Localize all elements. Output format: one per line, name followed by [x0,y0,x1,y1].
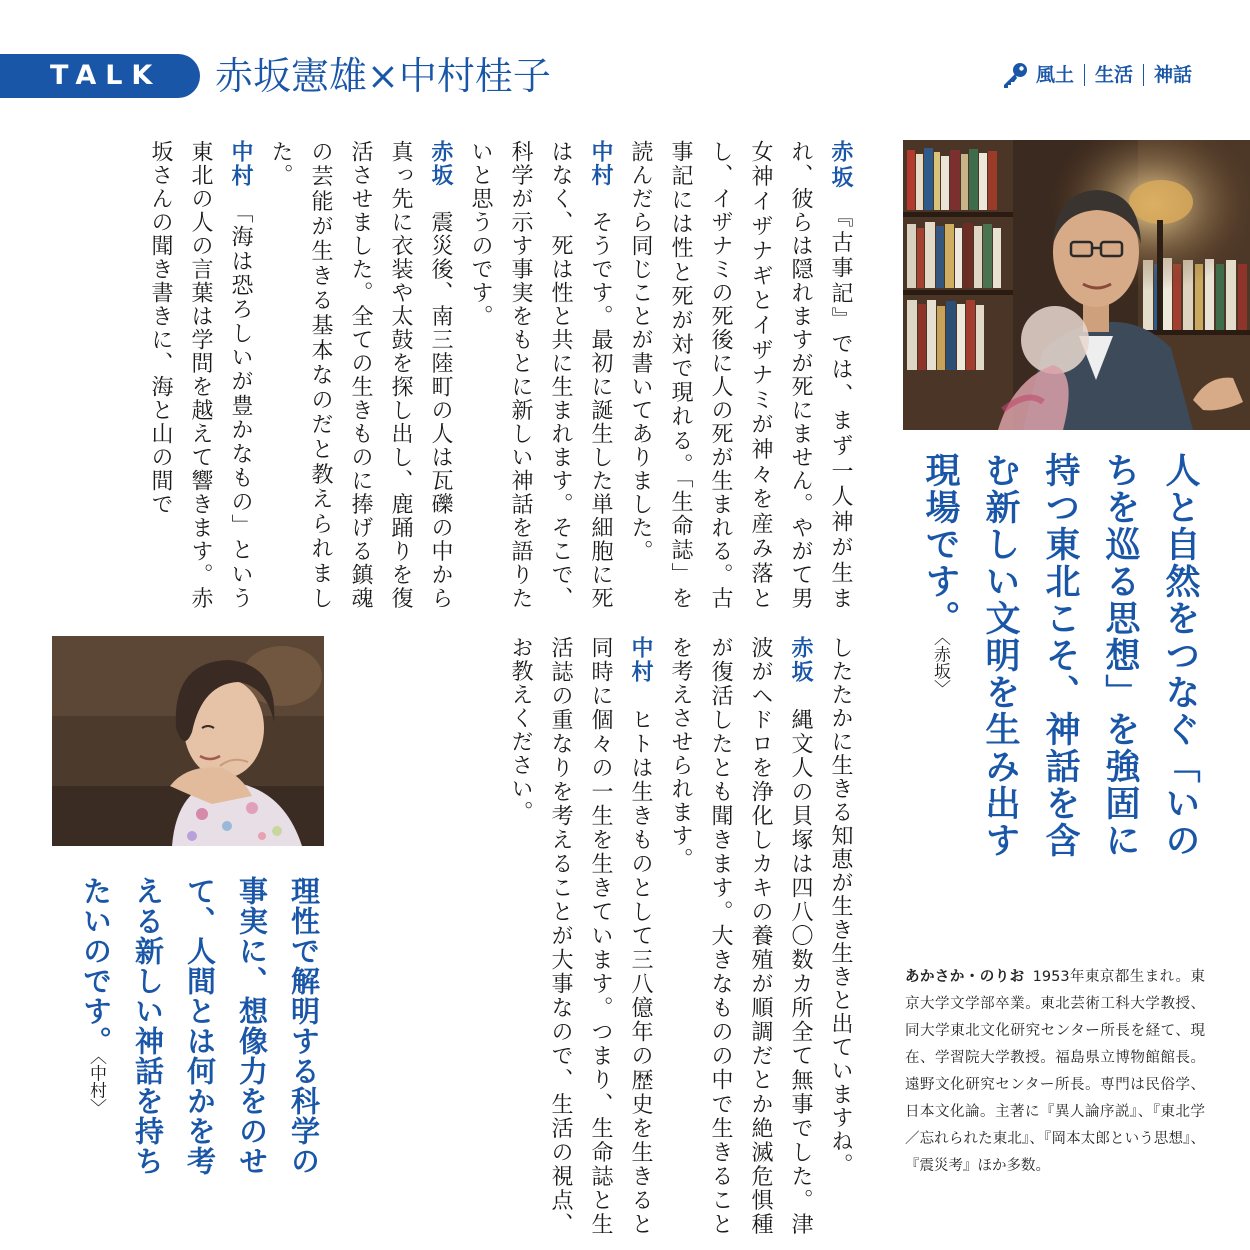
profile-name: あかさか・のりお [905,969,1025,985]
dialogue-paragraph [500,636,660,1236]
pull-quote-akasaka [900,452,1210,872]
article-header [0,48,1250,108]
speaker-label: 赤坂 [788,636,813,685]
dialogue-upper [40,140,860,610]
paragraph-text: 縄文人の貝塚は四八〇数カ所全て無事でした。津波がヘドロを浄化しカキの養殖が順調だとか絶滅危惧種が復活したとも聞きます。大きなものの中で生きることを考えさせられます。 [668,636,813,1237]
key-icon [1000,60,1030,90]
paragraph-text: したたかに生きる知恵が生き生きと出ていますね。 [828,636,853,1177]
paragraph-text: 震災後、南三陸町の人は瓦礫の中から真っ先に衣装や太鼓を探し出し、鹿踊りを復活させました。全ての生きものに捧げる鎮魂の芸能が生きる基本なのだと教えられました。 [268,140,453,610]
paragraph-text: そうです。最初に誕生した単細胞に死はなく、死は性と共に生まれます。そこで、科学が示す事実をもとに新しい神話を語りたいと思うのです。 [468,140,613,610]
dialogue-paragraph [820,636,860,1236]
photo-akasaka [903,140,1250,430]
speaker-label: 中村 [228,140,253,189]
keyword-list [1000,60,1202,90]
keyword-fudo[interactable]: 風土 [1035,64,1074,86]
dialogue-paragraph [620,140,860,610]
speaker-label: 赤坂 [828,140,853,191]
speaker-label: 赤坂 [428,140,453,187]
dialogue-paragraph [260,140,460,610]
pull-quote-text: 人と自然をつなぐ「いのちを巡る思想」を強固に持つ東北こそ、神話を含む新しい文明を生み出す現場です。 [920,452,1200,859]
talk-tab: TALK [0,54,200,98]
dialogue-paragraph [140,140,260,610]
keyword-shinwa[interactable]: 神話 [1143,64,1202,86]
profile-text: 1953年東京都生まれ。東京大学文学部卒業。東北芸術工科大学教授、同大学東北文化研究センター所長を経て、現在、学習院大学教授。福島県立博物館館長。遠野文化研究センター所長。専門は民俗学、日本文化論。主著に『異人論序説』、『東北学／忘れられた東北』、『岡本太郎という思想』、『震災考』ほか多数。 [905,969,1205,1174]
paragraph-text: 「海は恐ろしいが豊かなもの」という東北の人の言葉は学問を越えて響きます。赤坂さんの聞き書きに、海と山の間で [148,140,253,611]
pull-quote-text: 理性で解明する科学の事実に、想像力をのせて、人間とは何かを考える新しい神話を持ちたいのです。 [79,876,321,1176]
article-title: 赤坂憲雄×中村桂子 [215,54,551,98]
photo-nakamura [52,636,324,846]
quote-attribution: 〈赤坂〉 [930,637,950,697]
dialogue-lower [360,636,860,1236]
dialogue-paragraph [660,636,820,1236]
profile-akasaka [905,964,1205,1180]
speaker-label: 中村 [628,636,653,685]
speaker-label: 中村 [588,140,613,187]
pull-quote-nakamura [60,876,330,1196]
paragraph-text: ヒトは生きものとして三八億年の歴史を生きると同時に個々の一生を生きています。つまり、生命誌と生活誌の重なりを考えることが大事なので、生活の視点、お教えください。 [508,636,653,1237]
dialogue-paragraph [460,140,620,610]
keyword-seikatsu[interactable]: 生活 [1084,64,1143,86]
paragraph-text: 『古事記』では、まず一人神が生まれ、彼らは隠れますが死にません。やがて男女神イザナギとイザナミが神々を産み落とし、イザナミの死後に人の死が生まれる。古事記には性と死が対で現れる。「生命誌」を読んだら同じことが書いてありました。 [628,140,853,611]
quote-attribution: 〈中村〉 [86,1056,106,1116]
